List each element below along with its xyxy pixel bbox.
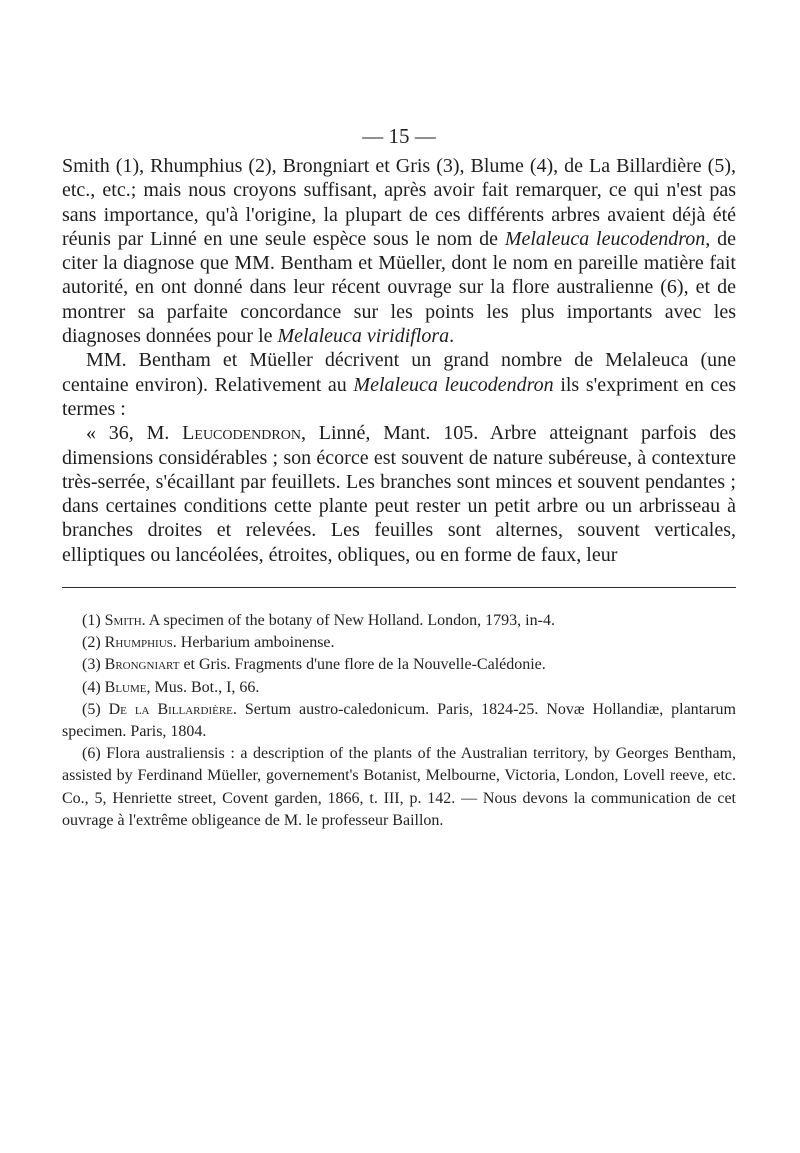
footnote-text: . A specimen of the botany of New Holland. London, 1793, in-4. xyxy=(141,612,555,630)
footnote-text: et Gris. Fragments d'une flore de la Nouvelle-Calédonie. xyxy=(179,656,546,674)
paragraph-3 xyxy=(62,421,736,567)
footnote-separator xyxy=(62,587,736,588)
paragraph-3-text-a: « 36, M. xyxy=(86,422,183,445)
paragraph-1-text-a: Smith (1), Rhumphius (2), Brongniart et Gris (3), Blume (4), de La Billardière (5), etc., etc.; mais nous croyons suffisant, après avoir fait remarquer, ce qui n'est pas sans importance, qu'à l'origine, la plupart de ces différents arbres avaient déjà été réunis par Linné en une seule espèce sous le nom de xyxy=(62,155,736,250)
footnote-mark: (2) xyxy=(82,634,105,652)
paragraph-1-text-c: . xyxy=(449,325,455,348)
footnote xyxy=(62,654,736,676)
footnote-text: . Sertum austro-caledonicum. Paris, 1824-25. Novæ Hollandiæ, plantarum specimen. Paris, 1804. xyxy=(62,700,737,741)
footnote-text: . Herbarium amboinense. xyxy=(172,634,335,652)
species-epithet: Leucodendron xyxy=(182,422,301,445)
main-text xyxy=(62,154,736,567)
footnote-author: De la Billardière xyxy=(108,700,233,718)
paragraph-3-text-b: , Linné, Mant. 105. Arbre atteignant parfois des dimensions considérables ; son écorce est souvent de nature subéreuse, à contexture très-serrée, s'écaillant par feuillets. Les branches sont minces et souvent pendantes ; dans certaines conditions cette plante peut rester un petit arbre ou un arbrisseau à branches droites et relevées. Les feuilles sont alternes, souvent verticales, elliptiques ou lancéolées, étroites, obliques, ou en forme de faux, leur xyxy=(62,422,736,566)
species-name: Melaleuca leucodendron xyxy=(504,227,706,250)
paragraph-2 xyxy=(62,348,736,421)
book-page xyxy=(62,118,736,832)
footnote xyxy=(62,610,736,632)
footnote-mark: (5) xyxy=(82,700,109,718)
page-number: — 15 — xyxy=(362,124,436,148)
footnote-text: Flora australiensis : a description of the plants of the Australian territory, by Georges Bentham, assisted by Ferdinand Müeller, governement's Botanist, Melbourne, Victoria, London, Lovell reeve, etc. Co., 5, Henriette street, Covent garden, 1866, t. III, p. 142. — Nous devons la communication de cet ouvrage à l'extrême obligeance de M. le professeur Baillon. xyxy=(62,745,737,829)
footnote-mark: (3) xyxy=(82,656,105,674)
species-name: Melaleuca leucodendron xyxy=(353,373,554,396)
footnote xyxy=(62,677,736,699)
footnote-mark: (1) xyxy=(82,612,105,630)
paragraph-2-text-a: MM. Bentham et Müeller décrivent un grand nombre de Melaleuca (une centaine environ). Relativement au xyxy=(62,349,736,396)
footnote-author: Brongniart xyxy=(104,656,180,674)
footnote-mark: (6) xyxy=(82,745,107,763)
paragraph-1-text-b: , de citer la diagnose que MM. Bentham et Müeller, dont le nom en pareille matière fait autorité, en ont donné dans leur récent ouvrage sur la flore australienne (6), et de montrer sa parfaite concordance sur les points les plus importants avec les diagnoses données pour le xyxy=(62,227,736,348)
footnote-text: , Mus. Bot., I, 66. xyxy=(146,678,260,696)
footnotes xyxy=(62,610,736,832)
footnote-mark: (4) xyxy=(82,678,105,696)
footnote xyxy=(62,632,736,654)
paragraph-1 xyxy=(62,154,736,348)
species-name: Melaleuca viridiflora xyxy=(277,325,450,348)
paragraph-2-text-b: ils s'expriment en ces termes : xyxy=(62,373,736,420)
footnote-author: Blume xyxy=(104,678,147,696)
footnote xyxy=(62,743,736,832)
footnote xyxy=(62,699,736,743)
footnote-author: Rhumphius xyxy=(104,634,173,652)
footnote-author: Smith xyxy=(104,612,142,630)
